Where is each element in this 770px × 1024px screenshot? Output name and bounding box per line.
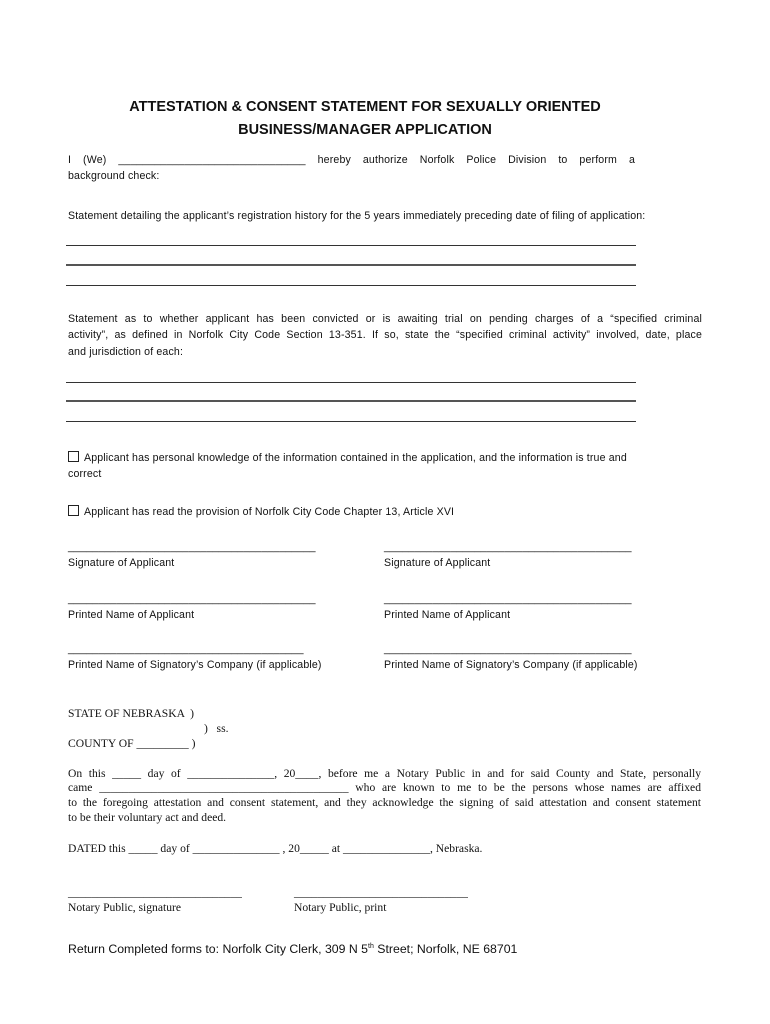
checkbox-1-line-1: Applicant has personal knowledge of the information contained in the application, and the information is true and [84, 452, 627, 464]
printed-name-blank-left[interactable]: _________________________________________ [68, 593, 316, 605]
footer-superscript: th [368, 942, 374, 950]
notary-paragraph-line-3: to the foregoing attestation and consent statement, and they acknowledge the signing of said attestation and consent statement [68, 796, 701, 809]
applicant-signature-blank-right[interactable]: _________________________________________ [384, 541, 632, 553]
form-title-line-1: ATTESTATION & CONSENT STATEMENT FOR SEXUALLY ORIENTED [129, 99, 601, 115]
signature-label-right: Signature of Applicant [384, 557, 491, 569]
printed-name-label-left: Printed Name of Applicant [68, 609, 195, 621]
form-title [60, 96, 670, 142]
ss-marker: ) ss. [204, 722, 229, 735]
read-provision-checkbox[interactable] [68, 505, 79, 516]
printed-name-blank-right[interactable]: _________________________________________ [384, 593, 632, 605]
notary-signature-blank[interactable]: ______________________________ [68, 886, 242, 899]
notary-print-label: Notary Public, print [294, 901, 387, 914]
registration-answer-line-3[interactable] [66, 285, 636, 286]
signature-label-left: Signature of Applicant [68, 557, 175, 569]
notary-paragraph-line-4: to be their voluntary act and deed. [68, 811, 227, 824]
checkbox-2-label: Applicant has read the provision of Norfolk City Code Chapter 13, Article XVI [84, 506, 455, 518]
criminal-answer-line-1[interactable] [66, 382, 636, 383]
criminal-statement-line-3: and jurisdiction of each: [68, 346, 184, 358]
checkbox-read-provision-row [68, 505, 454, 518]
return-address-footer [68, 942, 517, 956]
footer-suffix: Street; Norfolk, NE 68701 [373, 942, 518, 956]
criminal-statement-line-2: activity”, as defined in Norfolk City Code Section 13-351. If so, state the “specified criminal activity” involved, date, place [68, 329, 702, 341]
applicant-signature-blank-left[interactable]: _________________________________________ [68, 541, 316, 553]
footer-prefix: Return Completed forms to: Norfolk City Clerk, 309 N 5 [68, 942, 369, 956]
notary-paragraph-line-2: came ___________________________________________ who are known to me to be the persons whose names are affixed [68, 781, 701, 794]
company-name-label-left: Printed Name of Signatory’s Company (if applicable) [68, 659, 322, 671]
checkbox-1-line-2: correct [68, 468, 102, 480]
notary-print-blank[interactable]: ______________________________ [294, 886, 468, 899]
company-name-blank-right[interactable]: _________________________________________ [384, 643, 632, 655]
company-name-label-right: Printed Name of Signatory’s Company (if applicable) [384, 659, 638, 671]
company-name-blank-left[interactable]: _______________________________________ [68, 643, 304, 655]
registration-answer-line-1[interactable] [66, 245, 636, 246]
checkbox-personal-knowledge-row [68, 451, 627, 464]
registration-answer-line-2[interactable] [66, 264, 636, 266]
state-of-nebraska: STATE OF NEBRASKA ) [68, 707, 194, 720]
form-title-line-2: BUSINESS/MANAGER APPLICATION [238, 122, 492, 138]
authorize-line-1: I (We) _______________________________ hereby authorize Norfolk Police Division to perform a [68, 154, 635, 166]
notary-signature-label: Notary Public, signature [68, 901, 182, 914]
county-line: COUNTY OF _________ ) [68, 737, 196, 750]
personal-knowledge-checkbox[interactable] [68, 451, 79, 462]
printed-name-label-right: Printed Name of Applicant [384, 609, 511, 621]
criminal-statement-line-1: Statement as to whether applicant has been convicted or is awaiting trial on pending charges of a “specified criminal [68, 313, 702, 325]
registration-statement: Statement detailing the applicant’s registration history for the 5 years immediately preceding date of filing of application: [68, 210, 646, 222]
dated-line: DATED this _____ day of _______________ , 20_____ at _______________, Nebraska. [68, 842, 483, 855]
notary-paragraph-line-1: On this _____ day of _______________, 20____, before me a Notary Public in and for said County and State, personally [68, 767, 701, 780]
criminal-answer-line-2[interactable] [66, 400, 636, 402]
criminal-answer-line-3[interactable] [66, 421, 636, 422]
authorize-line-2: background check: [68, 170, 160, 182]
